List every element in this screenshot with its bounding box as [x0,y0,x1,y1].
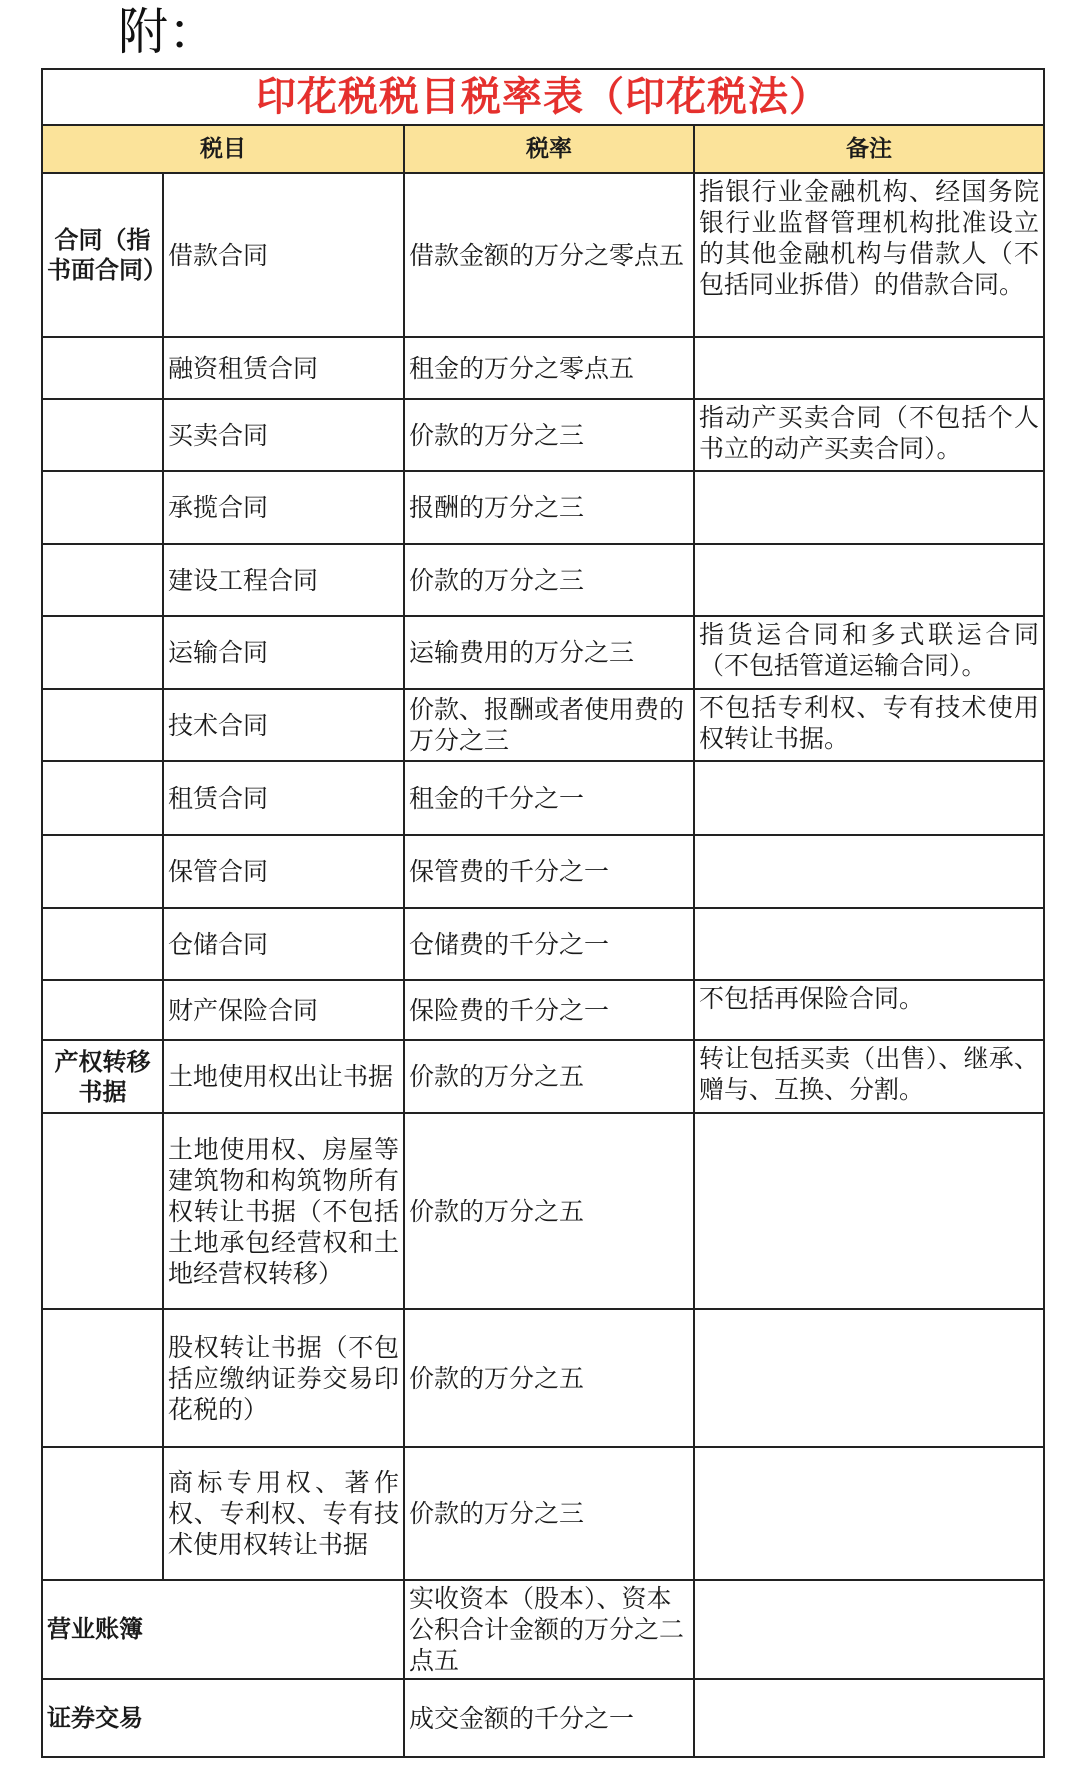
tax-rate-cell: 租金的万分之零点五 [404,337,694,399]
remarks-cell: 转让包括买卖（出售）、继承、赠与、互换、分割。 [694,1040,1044,1113]
tax-item-cell: 保管合同 [163,835,404,908]
category-cell: 合同（指书面合同） [42,173,163,337]
remarks-cell [694,1309,1044,1447]
table-row [42,980,1044,1040]
tax-item-cell: 借款合同 [163,173,404,337]
remarks-cell [694,1447,1044,1580]
category-cell [42,980,163,1040]
tax-item-cell: 承揽合同 [163,471,404,544]
remarks-cell [694,761,1044,835]
remarks-cell [694,544,1044,616]
category-cell [42,1113,163,1309]
tax-item-cell: 商标专用权、著作权、专利权、专有技术使用权转让书据 [163,1447,404,1580]
tax-item-cell: 土地使用权出让书据 [163,1040,404,1113]
tax-rate-cell: 报酬的万分之三 [404,471,694,544]
category-cell [42,1309,163,1447]
table-title-row [42,69,1044,125]
table-row [42,616,1044,689]
category-cell [42,761,163,835]
table-row [42,689,1044,761]
tax-rate-cell: 保险费的千分之一 [404,980,694,1040]
remarks-cell [694,908,1044,980]
category-cell [42,908,163,980]
table-row [42,1309,1044,1447]
table-row [42,1447,1044,1580]
category-cell: 证券交易 [42,1679,404,1757]
header-tax-rate: 税率 [404,125,694,173]
category-cell [42,337,163,399]
tax-rate-cell: 价款的万分之五 [404,1113,694,1309]
remarks-cell [694,337,1044,399]
category-cell: 营业账簿 [42,1580,404,1679]
tax-item-cell: 融资租赁合同 [163,337,404,399]
category-cell [42,399,163,471]
table-row [42,1580,1044,1679]
tax-item-cell: 运输合同 [163,616,404,689]
table-row [42,1040,1044,1113]
remarks-cell: 指货运合同和多式联运合同（不包括管道运输合同）。 [694,616,1044,689]
header-tax-item: 税目 [42,125,404,173]
tax-rate-cell: 价款的万分之三 [404,544,694,616]
remarks-cell: 指动产买卖合同（不包括个人书立的动产买卖合同）。 [694,399,1044,471]
remarks-cell [694,1113,1044,1309]
table-row [42,835,1044,908]
tax-item-cell: 财产保险合同 [163,980,404,1040]
table-row [42,1113,1044,1309]
tax-rate-cell: 价款的万分之五 [404,1040,694,1113]
table-title: 印花税税目税率表（印花税法） [42,69,1044,125]
category-cell [42,835,163,908]
category-cell [42,471,163,544]
category-cell [42,1447,163,1580]
remarks-cell [694,1580,1044,1679]
table-row [42,1679,1044,1757]
remarks-cell: 不包括专利权、专有技术使用权转让书据。 [694,689,1044,761]
table-row [42,399,1044,471]
remarks-cell [694,835,1044,908]
category-cell [42,689,163,761]
tax-item-cell: 技术合同 [163,689,404,761]
category-cell [42,616,163,689]
tax-item-cell: 仓储合同 [163,908,404,980]
table-row [42,471,1044,544]
stamp-tax-rate-table [41,68,1045,1758]
appendix-label: 附： [118,3,218,61]
remarks-cell: 指银行业金融机构、经国务院银行业监督管理机构批准设立的其他金融机构与借款人（不包括同业拆借）的借款合同。 [694,173,1044,337]
table-header-row [42,125,1044,173]
tax-rate-cell: 价款的万分之三 [404,1447,694,1580]
remarks-cell [694,471,1044,544]
table-row [42,761,1044,835]
tax-item-cell: 租赁合同 [163,761,404,835]
category-cell [42,544,163,616]
tax-item-cell: 买卖合同 [163,399,404,471]
tax-rate-cell: 实收资本（股本）、资本公积合计金额的万分之二点五 [404,1580,694,1679]
tax-rate-cell: 运输费用的万分之三 [404,616,694,689]
tax-rate-cell: 成交金额的千分之一 [404,1679,694,1757]
tax-rate-cell: 价款、报酬或者使用费的万分之三 [404,689,694,761]
category-cell: 产权转移书据 [42,1040,163,1113]
tax-item-cell: 建设工程合同 [163,544,404,616]
tax-rate-cell: 保管费的千分之一 [404,835,694,908]
table-row [42,908,1044,980]
table-row [42,337,1044,399]
remarks-cell: 不包括再保险合同。 [694,980,1044,1040]
tax-rate-cell: 仓储费的千分之一 [404,908,694,980]
remarks-cell [694,1679,1044,1757]
table-row [42,544,1044,616]
tax-rate-cell: 租金的千分之一 [404,761,694,835]
tax-item-cell: 股权转让书据（不包括应缴纳证券交易印花税的） [163,1309,404,1447]
header-remarks: 备注 [694,125,1044,173]
tax-rate-cell: 借款金额的万分之零点五 [404,173,694,337]
tax-rate-cell: 价款的万分之五 [404,1309,694,1447]
table-row [42,173,1044,337]
tax-item-cell: 土地使用权、房屋等建筑物和构筑物所有权转让书据（不包括土地承包经营权和土地经营权转移） [163,1113,404,1309]
tax-rate-cell: 价款的万分之三 [404,399,694,471]
